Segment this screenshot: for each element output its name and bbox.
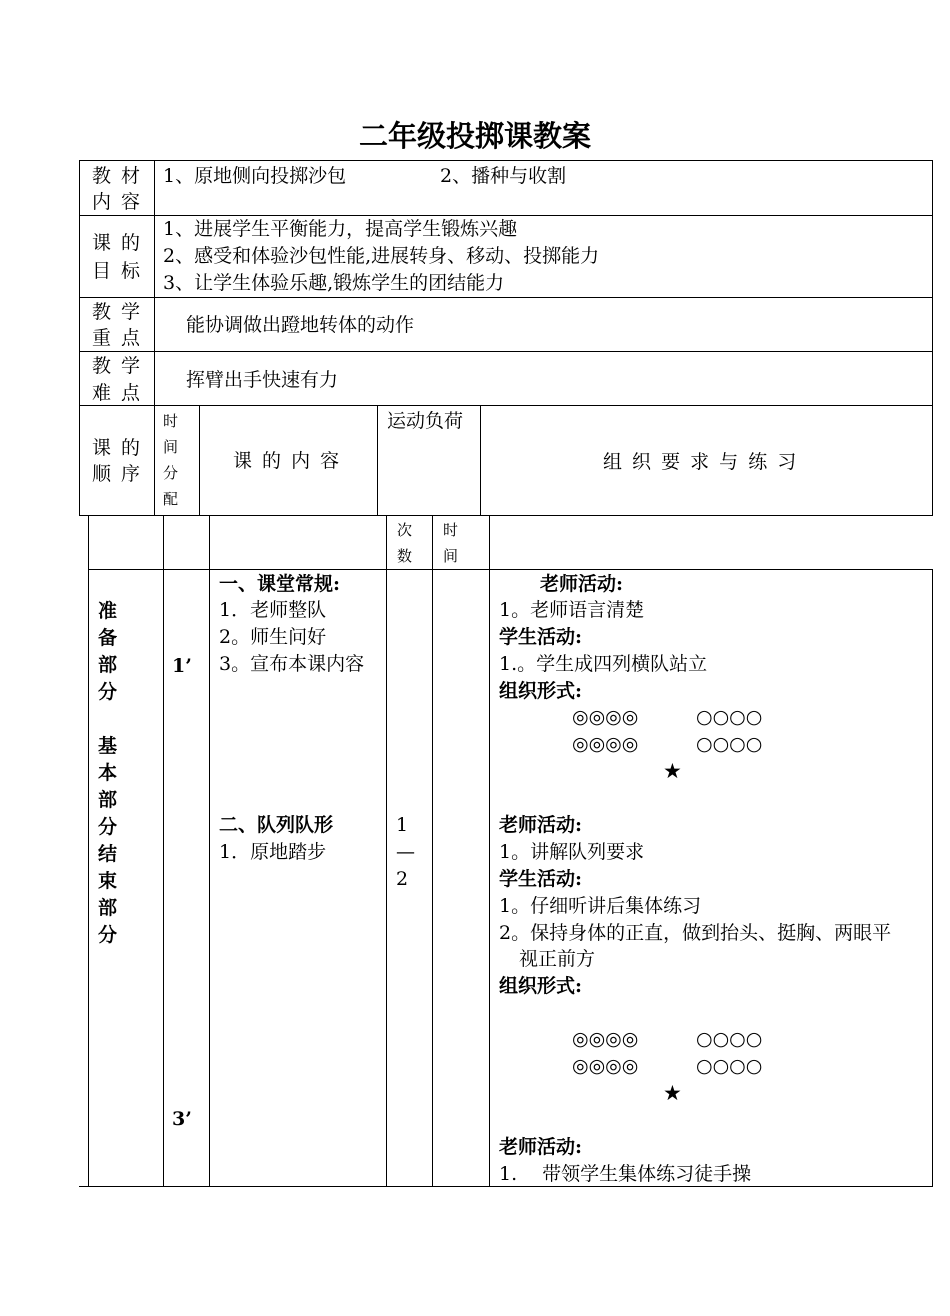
count-line-3: 2 bbox=[396, 868, 409, 890]
formation-row-right: ○○○○ bbox=[696, 1028, 763, 1050]
material-label-2: 内 容 bbox=[92, 191, 143, 213]
section-char: 基 bbox=[98, 735, 118, 757]
section-char: 部 bbox=[98, 897, 118, 919]
formation-row-right: ○○○○ bbox=[696, 1055, 763, 1077]
order-label-2: 顺 序 bbox=[92, 463, 143, 485]
time-char-3: 分 bbox=[163, 464, 179, 482]
goals-label-2: 目 标 bbox=[92, 260, 143, 282]
section-char: 束 bbox=[98, 870, 118, 892]
material-label-1: 教 材 bbox=[92, 165, 143, 187]
formation-row-right: ○○○○ bbox=[696, 733, 763, 755]
count-line-1: 1 bbox=[396, 814, 409, 836]
part2-item: 1．原地踏步 bbox=[219, 841, 327, 863]
part1-item: 1．老师整队 bbox=[219, 599, 327, 621]
keypoint-label-1: 教 学 bbox=[92, 301, 143, 323]
formation-row-left: ◎◎◎◎ bbox=[572, 1055, 639, 1077]
part2-heading: 二、队列队形 bbox=[219, 814, 334, 836]
formation-row-left: ◎◎◎◎ bbox=[572, 706, 639, 728]
student-item: 1。仔细听讲后集体练习 bbox=[499, 895, 702, 917]
time-char-2: 间 bbox=[163, 438, 179, 456]
goals-label-1: 课 的 bbox=[92, 232, 143, 254]
teacher-heading: 老师活动: bbox=[499, 814, 583, 836]
load-header: 运动负荷 bbox=[387, 410, 464, 432]
content-header: 课 的 内 容 bbox=[233, 450, 342, 472]
student-heading: 学生活动: bbox=[499, 626, 583, 648]
teacher-heading: 老师活动: bbox=[540, 573, 624, 595]
duration-char-1: 时 bbox=[443, 521, 459, 539]
difficulty-label-2: 难 点 bbox=[92, 382, 143, 404]
teacher-star-icon: ★ bbox=[663, 759, 682, 783]
goal-line-3: 3、让学生体验乐趣,锻炼学生的团结能力 bbox=[163, 272, 505, 294]
section-char: 分 bbox=[98, 924, 118, 946]
student-item: 视正前方 bbox=[519, 948, 596, 970]
part1-item: 3。宣布本课内容 bbox=[219, 653, 365, 675]
student-item: 2。保持身体的正直，做到抬头、挺胸、两眼平 bbox=[499, 922, 892, 944]
part1-item: 2。师生问好 bbox=[219, 626, 327, 648]
time-value-2: 3’ bbox=[172, 1108, 192, 1130]
material-item-1: 1、原地侧向投掷沙包 bbox=[163, 165, 347, 187]
goal-line-2: 2、感受和体验沙包性能,进展转身、移动、投掷能力 bbox=[163, 245, 600, 267]
section-char: 备 bbox=[98, 627, 118, 649]
section-char: 部 bbox=[98, 654, 118, 676]
material-item-2: 2、播种与收割 bbox=[440, 165, 567, 187]
section-char: 本 bbox=[98, 762, 118, 784]
difficulty-text: 挥臂出手快速有力 bbox=[186, 369, 339, 391]
part1-heading: 一、课堂常规: bbox=[219, 573, 341, 595]
time-char-4: 配 bbox=[163, 490, 179, 508]
form-heading: 组织形式: bbox=[499, 680, 583, 702]
keypoint-text: 能协调做出蹬地转体的动作 bbox=[186, 314, 415, 336]
section-char: 部 bbox=[98, 789, 118, 811]
time-char-1: 时 bbox=[163, 412, 179, 430]
section-char: 分 bbox=[98, 681, 118, 703]
formation-row-left: ◎◎◎◎ bbox=[572, 1028, 639, 1050]
count-char-1: 次 bbox=[397, 521, 413, 539]
goal-line-1: 1、进展学生平衡能力，提高学生锻炼兴趣 bbox=[163, 218, 518, 240]
keypoint-label-2: 重 点 bbox=[92, 327, 143, 349]
teacher-heading: 老师活动: bbox=[499, 1136, 583, 1158]
duration-char-2: 间 bbox=[443, 547, 459, 565]
count-char-2: 数 bbox=[397, 547, 413, 565]
form-heading: 组织形式: bbox=[499, 975, 583, 997]
teacher-item: 1。讲解队列要求 bbox=[499, 841, 645, 863]
time-value-1: 1’ bbox=[172, 655, 192, 677]
teacher-star-icon: ★ bbox=[663, 1081, 682, 1105]
teacher-item: 1。老师语言清楚 bbox=[499, 599, 645, 621]
section-char: 准 bbox=[98, 600, 118, 622]
count-line-2: — bbox=[396, 841, 415, 863]
section-char: 结 bbox=[98, 843, 118, 865]
student-heading: 学生活动: bbox=[499, 868, 583, 890]
teacher-item: 1. 带领学生集体练习徒手操 bbox=[499, 1163, 752, 1185]
formation-row-left: ◎◎◎◎ bbox=[572, 733, 639, 755]
formation-row-right: ○○○○ bbox=[696, 706, 763, 728]
difficulty-label-1: 教 学 bbox=[92, 355, 143, 377]
section-char: 分 bbox=[98, 816, 118, 838]
student-item: 1.。学生成四列横队站立 bbox=[499, 653, 708, 675]
organization-header: 组 织 要 求 与 练 习 bbox=[603, 451, 799, 473]
order-label-1: 课 的 bbox=[92, 437, 143, 459]
page-title: 二年级投掷课教案 bbox=[358, 119, 591, 153]
